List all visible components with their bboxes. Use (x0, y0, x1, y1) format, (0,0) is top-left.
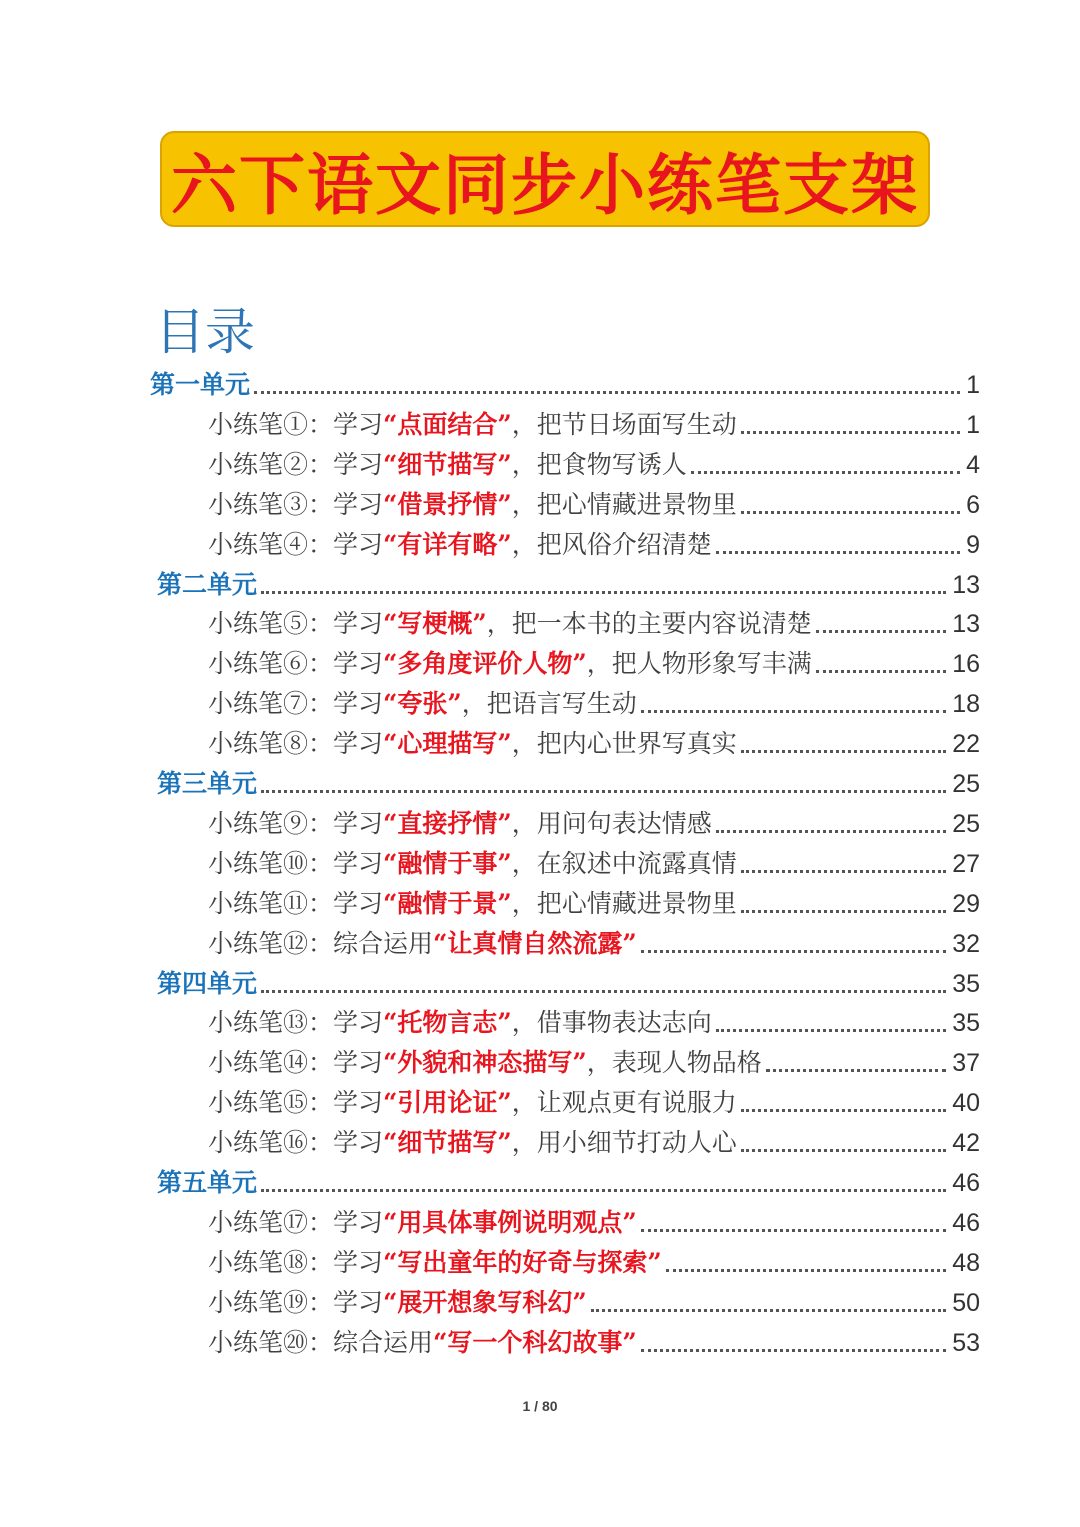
toc-entry-highlight: “多角度评价人物” (383, 649, 587, 679)
toc-entry-row[interactable] (208, 522, 980, 562)
toc-entry-prefix: 小练笔⑨：学习 (208, 808, 384, 838)
toc-entry-prefix: 小练笔⑬：学习 (208, 1008, 384, 1038)
toc-entry-prefix: 小练笔④：学习 (208, 529, 384, 559)
toc-entry-suffix: ，表现人物品格 (586, 1048, 762, 1078)
toc-entry-suffix: ，把语言写生动 (461, 689, 637, 719)
toc-page-number: 35 (952, 969, 980, 998)
toc-entry-label (208, 1046, 762, 1080)
toc-entry-label (208, 847, 737, 881)
toc-entry-row[interactable] (208, 1000, 980, 1040)
toc-page-number: 37 (952, 1049, 980, 1078)
toc-entry-prefix: 小练笔①：学习 (208, 409, 384, 439)
toc-entry-row[interactable] (208, 1320, 980, 1360)
dot-leader (741, 1108, 946, 1112)
dot-leader (716, 829, 946, 833)
title-banner (160, 131, 930, 227)
toc-entry-row[interactable] (208, 1240, 980, 1280)
toc-page-number: 42 (952, 1129, 980, 1158)
toc-entry-suffix: ，把风俗介绍清楚 (511, 529, 712, 559)
toc-unit-row[interactable] (157, 961, 980, 1001)
toc-entry-row[interactable] (208, 1040, 980, 1080)
toc-entry-highlight: “用具体事例说明观点” (383, 1207, 637, 1237)
toc-entry-label (208, 1206, 637, 1240)
toc-page-number: 6 (966, 490, 980, 519)
toc-page-number: 25 (952, 770, 980, 798)
toc-entry-label (208, 1286, 587, 1320)
dot-leader (741, 1148, 946, 1152)
document-title: 六下语文同步小练笔支架 (171, 145, 919, 224)
toc-entry-label (208, 807, 712, 841)
toc-entry-prefix: 小练笔⑯：学习 (208, 1128, 384, 1158)
dot-leader (261, 1188, 946, 1192)
toc-entry-row[interactable] (208, 1200, 980, 1240)
dot-leader (766, 1068, 946, 1072)
toc-page-number: 18 (952, 690, 980, 719)
dot-leader (261, 989, 946, 993)
toc-page-number: 53 (952, 1328, 980, 1357)
dot-leader (261, 789, 946, 793)
toc-page-number: 46 (952, 1169, 980, 1197)
dot-leader (741, 749, 946, 753)
toc-entry-row[interactable] (208, 601, 980, 641)
dot-leader (741, 430, 960, 434)
dot-leader (641, 709, 946, 713)
toc-entry-highlight: “展开想象写科幻” (383, 1287, 587, 1317)
toc-entry-highlight: “写出童年的好奇与探索” (383, 1247, 662, 1277)
dot-leader (716, 550, 960, 554)
toc-page-number: 4 (966, 450, 980, 479)
toc-entry-highlight: “引用论证” (383, 1088, 512, 1118)
toc-entry-row[interactable] (208, 801, 980, 841)
toc-entry-label (208, 887, 737, 921)
toc-entry-row[interactable] (208, 841, 980, 881)
toc-entry-prefix: 小练笔③：学习 (208, 489, 384, 519)
toc-entry-suffix: ，把心情藏进景物里 (511, 888, 737, 918)
toc-entry-highlight: “写一个科幻故事” (433, 1327, 637, 1357)
toc-page-number: 32 (952, 929, 980, 958)
dot-leader (816, 629, 946, 633)
toc-unit-label: 第三单元 (157, 769, 258, 798)
toc-entry-highlight: “夸张” (383, 689, 462, 719)
dot-leader (691, 470, 960, 474)
dot-leader (666, 1268, 946, 1272)
toc-entry-row[interactable] (208, 721, 980, 761)
toc-entry-label (208, 1086, 737, 1120)
toc-entry-row[interactable] (208, 1080, 980, 1120)
toc-entry-label (208, 927, 637, 961)
toc-entry-label (208, 647, 812, 681)
toc-entry-highlight: “写梗概” (383, 609, 487, 639)
toc-page-number: 1 (966, 410, 980, 439)
toc-entry-prefix: 小练笔⑱：学习 (208, 1247, 384, 1277)
toc-page-number: 46 (952, 1208, 980, 1237)
toc-entry-prefix: 小练笔⑰：学习 (208, 1207, 384, 1237)
toc-entry-highlight: “让真情自然流露” (433, 928, 637, 958)
toc-heading: 目录 (155, 303, 255, 361)
toc-entry-label (208, 448, 687, 482)
toc-entry-row[interactable] (208, 681, 980, 721)
toc-page-number: 50 (952, 1288, 980, 1317)
toc-entry-suffix: ，把人物形象写丰满 (586, 649, 812, 679)
toc-entry-highlight: “借景抒情” (383, 489, 512, 519)
toc-entry-row[interactable] (208, 921, 980, 961)
toc-page-number: 13 (952, 610, 980, 639)
dot-leader (741, 909, 946, 913)
toc-entry-suffix: ，用小细节打动人心 (511, 1128, 737, 1158)
dot-leader (641, 1228, 946, 1232)
toc-entry-prefix: 小练笔⑩：学习 (208, 848, 384, 878)
toc-unit-row[interactable] (157, 761, 980, 801)
dot-leader (741, 510, 960, 514)
toc-page-number: 1 (966, 371, 980, 399)
toc-entry-prefix: 小练笔⑲：学习 (208, 1287, 384, 1317)
toc-entry-highlight: “融情于景” (383, 888, 512, 918)
toc-entry-prefix: 小练笔⑪：学习 (208, 888, 384, 918)
toc-entry-suffix: ，借事物表达志向 (511, 1008, 712, 1038)
toc-entry-highlight: “有详有略” (383, 529, 512, 559)
toc-entry-label (208, 1246, 662, 1280)
toc-page-number: 9 (966, 530, 980, 559)
toc-entry-prefix: 小练笔⑧：学习 (208, 729, 384, 759)
toc-entry-row[interactable] (208, 442, 980, 482)
toc-page-number: 25 (952, 809, 980, 838)
toc-entry-row[interactable] (208, 482, 980, 522)
toc-entry-label (208, 528, 712, 562)
toc-entry-highlight: “点面结合” (383, 409, 512, 439)
toc-entry-suffix: ，把内心世界写真实 (511, 729, 737, 759)
toc-entry-suffix: ，让观点更有说服力 (511, 1088, 737, 1118)
dot-leader (254, 390, 960, 394)
toc-entry-label (208, 1006, 712, 1040)
toc-entry-prefix: 小练笔②：学习 (208, 449, 384, 479)
toc-entry-highlight: “融情于事” (383, 848, 512, 878)
toc-entry-prefix: 小练笔⑭：学习 (208, 1048, 384, 1078)
toc-entry-highlight: “直接抒情” (383, 808, 512, 838)
toc-entry-label (208, 607, 812, 641)
toc-unit-label: 第四单元 (157, 968, 258, 998)
dot-leader (641, 1348, 946, 1352)
toc-entry-highlight: “细节描写” (383, 1128, 512, 1158)
toc-entry-row[interactable] (208, 881, 980, 921)
toc-entry-suffix: ，把心情藏进景物里 (511, 489, 737, 519)
toc-entry-highlight: “细节描写” (383, 449, 512, 479)
toc-entry-highlight: “外貌和神态描写” (383, 1048, 587, 1078)
dot-leader (641, 949, 946, 953)
toc-entry-prefix: 小练笔⑮：学习 (208, 1088, 384, 1118)
toc-page-number: 22 (952, 730, 980, 759)
page-number-footer: 1 / 80 (522, 1398, 558, 1414)
toc-entry-row[interactable] (208, 402, 980, 442)
dot-leader (741, 869, 946, 873)
toc-entry-prefix: 小练笔⑤：学习 (208, 609, 384, 639)
toc-entry-suffix: ，在叙述中流露真情 (511, 848, 737, 878)
toc-entry-suffix: ，把一本书的主要内容说清楚 (486, 609, 812, 639)
toc-entry-row[interactable] (208, 1120, 980, 1160)
toc-entry-row[interactable] (208, 1280, 980, 1320)
toc-entry-prefix: 小练笔⑦：学习 (208, 689, 384, 719)
toc-page-number: 35 (952, 1009, 980, 1038)
toc-page-number: 16 (952, 650, 980, 679)
toc-page-number: 13 (952, 570, 980, 599)
toc-unit-label: 第五单元 (157, 1168, 258, 1197)
toc-entry-suffix: ，把节日场面写生动 (511, 409, 737, 439)
toc-page-number: 27 (952, 849, 980, 878)
dot-leader (591, 1308, 946, 1312)
toc-page-number: 40 (952, 1089, 980, 1118)
toc-entry-suffix: ，把食物写诱人 (511, 449, 687, 479)
toc-entry-prefix: 小练笔⑳：综合运用 (208, 1327, 434, 1357)
toc-unit-label: 第二单元 (157, 569, 258, 599)
toc-entry-label (208, 1326, 637, 1360)
toc-entry-label (208, 687, 637, 721)
toc-entry-suffix: ，用问句表达情感 (511, 808, 712, 838)
toc-page-number: 48 (952, 1248, 980, 1277)
toc-unit-row[interactable] (150, 362, 980, 402)
toc-entry-highlight: “心理描写” (383, 729, 512, 759)
dot-leader (261, 590, 946, 594)
toc-entry-prefix: 小练笔⑥：学习 (208, 649, 384, 679)
toc-entry-highlight: “托物言志” (383, 1008, 512, 1038)
toc-entry-label (208, 488, 737, 522)
dot-leader (816, 669, 946, 673)
toc-page-number: 29 (952, 889, 980, 918)
toc-entry-label (208, 1126, 737, 1160)
toc-entry-prefix: 小练笔⑫：综合运用 (208, 928, 434, 958)
toc-entry-row[interactable] (208, 641, 980, 681)
dot-leader (716, 1028, 946, 1032)
toc-unit-row[interactable] (157, 562, 980, 602)
toc-entry-label (208, 727, 737, 761)
toc-unit-label: 第一单元 (150, 370, 251, 399)
toc-unit-row[interactable] (157, 1160, 980, 1200)
toc-entry-label (208, 408, 737, 442)
